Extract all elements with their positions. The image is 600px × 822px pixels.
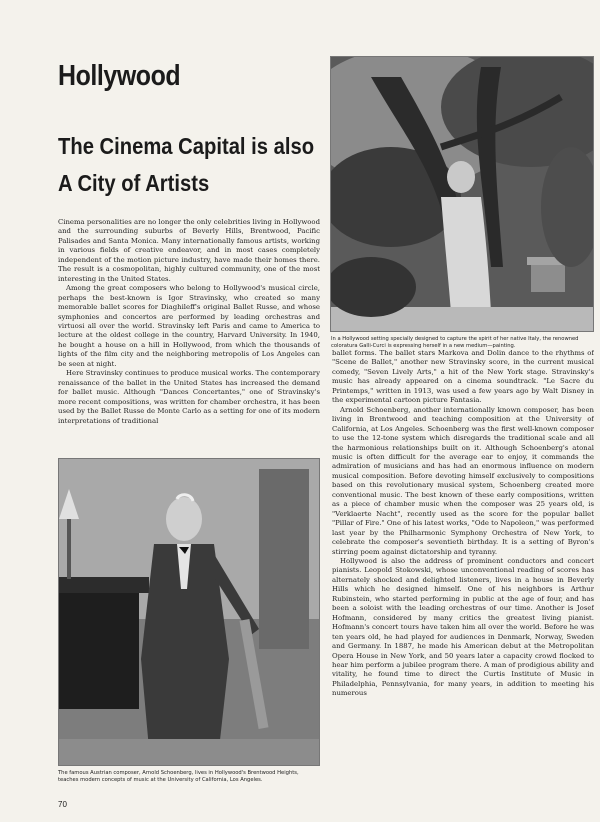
headline-line-2: A City of Artists xyxy=(58,170,210,196)
article-headline xyxy=(58,128,314,202)
headline-line-1: The Cinema Capital is also xyxy=(58,133,315,159)
paragraph-intro-1: Cinema personalities are no longer the only celebrities living in Hollywood and the surrounding suburbs of Beverly Hills, Brentwood, Pacific Palisades and Santa Monica. Many internationally famous artists, working in various fields of creative endeavor, and in most cases completely independent of the motion picture industry, have made their homes there. The result is a cosmopolitan, highly cultured community, one of the most interesting in the United States. xyxy=(58,218,320,283)
garden-photo-illustration xyxy=(331,57,594,332)
garden-photo xyxy=(330,56,594,332)
paragraph-intro-3: Here Stravinsky continues to produce musical works. The contemporary renaissance of the ballet in the United States has increased the demand for ballet music. Although "Dances Concertantes," one of Stravinsky's more recent compositions, was written for chamber orchestra, it has been used by the Ballet Russe de Monte Carlo as a setting for one of its modern interpretations of traditional xyxy=(58,369,320,425)
paragraph-right-3: Hollywood is also the address of prominent conductors and concert pianists. Leopold Stokowski, whose unconventional reading of scores has alternately shocked and delighted listeners, lives in a house in Beverly Hills which he designed himself. One of his neighbors is Arthur Rubinstein, who started performing in public at the age of four, and has been a soloist with the leading orchestras of our time. Another is Josef Hofmann, considered by many critics the greatest living pianist. Hofmann's concert tours have taken him all over the world. Before he was ten years old, he had played for audiences in Denmark, Norway, Sweden and Germany. In 1887, he made his American debut at the Metropolitan Opera House in New York, and 50 years later a capacity crowd flocked to hear him perform a jubilee program there. A man of prodigious ability and vitality, he found time to direct the Curtis Institute of Music in Philadelphia, Pennsylvania, for many years, in addition to meeting his numerous xyxy=(332,556,594,698)
composer-caption: The famous Austrian composer, Arnold Schoenberg, lives in Hollywood's Brentwood Heights, teaches modern concepts of music at the University of California, Los Angeles. xyxy=(58,770,299,783)
composer-photo-illustration xyxy=(59,459,320,766)
page-number: 70 xyxy=(58,800,67,809)
left-column-text xyxy=(58,218,320,448)
composer-photo xyxy=(58,458,320,766)
paragraph-intro-2: Among the great composers who belong to Hollywood's musical circle, perhaps the best-known is Igor Stravinsky, who created so many memorable ballet scores for Diaghileff's original Ballet Russe, and whose symphonies and concertos are performed by leading orchestras and virtuosi all over the world. Stravinsky left Paris and came to America to lecture at the oldest college in the country, Harvard University. In 1940, he bought a house on a hill in Hollywood, from which the thousands of lights of the film city and the neighboring metropolis of Los Angeles can be seen at night. xyxy=(58,284,320,368)
paragraph-right-2: Arnold Schoenberg, another internationally known composer, has been living in Brentwood and teaching composition at the University of California, at Los Angeles. Schoenberg was the first well-known composer to use the 12-tone system which disregards the traditional scale and all the harmonious relationships built on it. Although Schoenberg's atonal music is often difficult for the average ear to enjoy, it commands the admiration of musicians and has had an enormous influence on modern musical composition. Before devoting himself exclusively to compositions based on this revolutionary musical system, Schoenberg created more conventional music. The best known of these early compositions, written as a piece of chamber music when the composer was 25 years old, is "Verklaerte Nacht", recently used as the score for the popular ballet "Pillar of Fire." One of his latest works, "Ode to Napoleon," was performed last year by the Philharmonic Symphony Orchestra of New York, to celebrate the composer's seventieth birthday. It is a setting of Byron's stirring poem against dictatorship and tyranny. xyxy=(332,405,594,556)
paragraph-right-1: ballet forms. The ballet stars Markova and Dolin dance to the rhythms of "Scene de Ballet," another new Stravinsky score, in the current musical comedy, "Seven Lively Arts," a hit of the New York stage. Stravinsky's music has already appeared on a cinema soundtrack. "Le Sacre du Printemps," written in 1913, was used a few years ago by Walt Disney in the experimental cartoon picture Fantasia. xyxy=(332,349,594,405)
garden-caption: In a Hollywood setting specially designed to capture the spirit of her native Italy, the renowned coloratura Galli-Curci is expressing herself in a new medium—painting. xyxy=(331,336,579,349)
right-column-text xyxy=(332,349,594,792)
section-kicker: Hollywood xyxy=(58,60,181,92)
